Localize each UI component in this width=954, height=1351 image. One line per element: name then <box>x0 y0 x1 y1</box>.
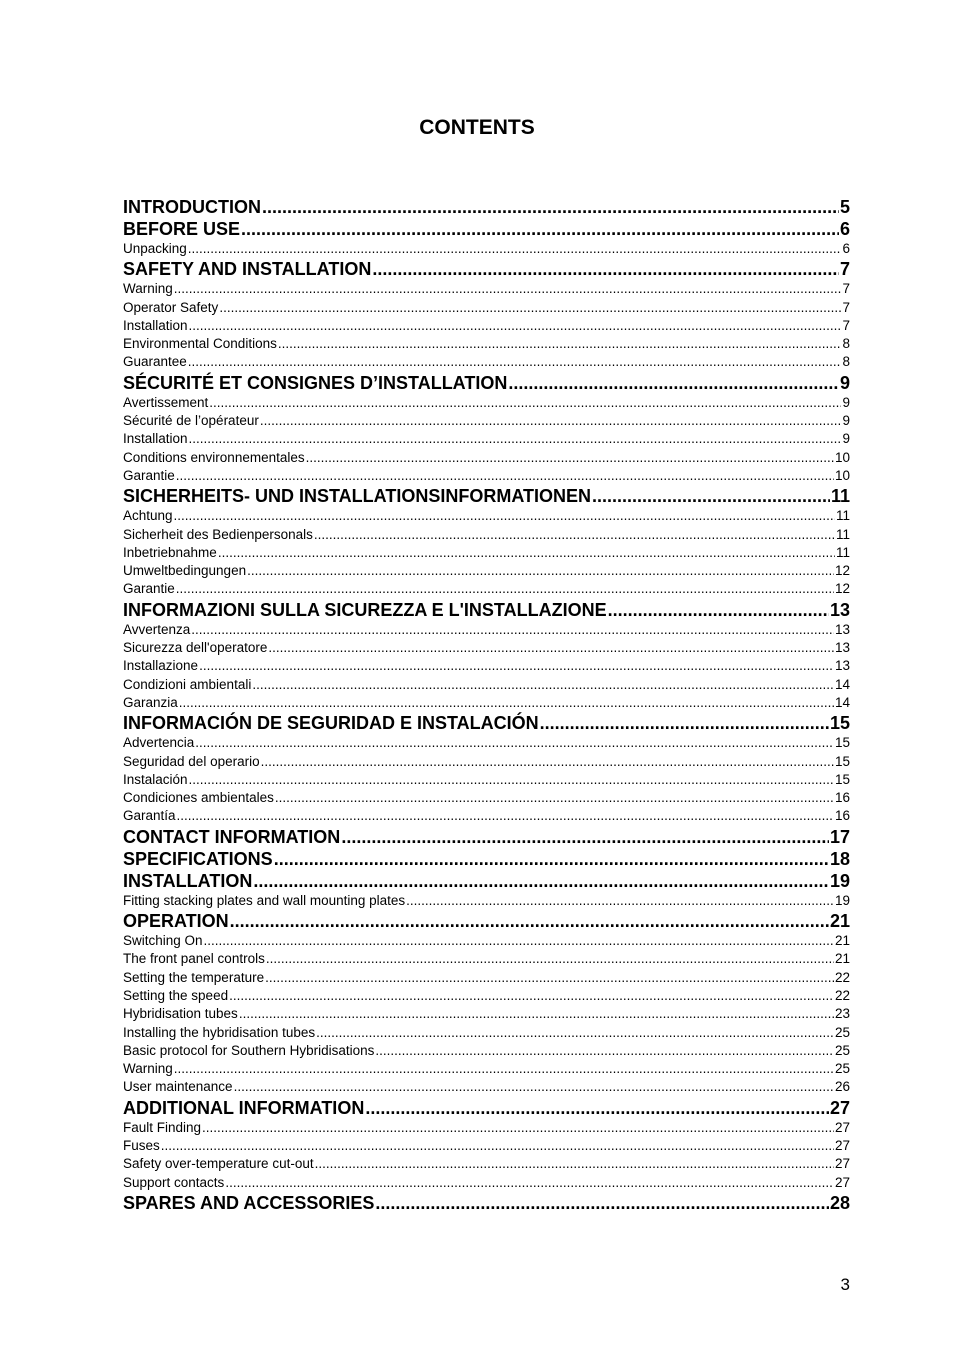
toc-leader-dots <box>406 892 834 910</box>
toc-section-entry[interactable] <box>123 599 850 621</box>
toc-entry-page: 13 <box>834 640 850 656</box>
toc-entry-title: BEFORE USE <box>123 219 241 239</box>
toc-entry-title: INSTALLATION <box>123 870 253 891</box>
toc-subsection-entry[interactable] <box>123 526 850 544</box>
toc-subsection-entry[interactable] <box>123 892 850 910</box>
toc-entry-page: 13 <box>829 599 850 620</box>
toc-entry-title: Sécurité de l’opérateur <box>123 413 259 429</box>
toc-entry-page: 9 <box>839 372 850 393</box>
toc-entry-title: Condizioni ambientali <box>123 676 252 692</box>
toc-entry-page: 8 <box>842 354 850 370</box>
toc-subsection-entry[interactable] <box>123 430 850 448</box>
toc-leader-dots <box>365 1097 829 1119</box>
toc-subsection-entry[interactable] <box>123 299 850 317</box>
toc-subsection-entry[interactable] <box>123 1024 850 1042</box>
toc-entry-page: 25 <box>834 1024 850 1040</box>
toc-subsection-entry[interactable] <box>123 335 850 353</box>
toc-leader-dots <box>191 621 834 639</box>
toc-section-entry[interactable] <box>123 826 850 848</box>
toc-subsection-entry[interactable] <box>123 353 850 371</box>
toc-entry-title: SÉCURITÉ ET CONSIGNES D’INSTALLATION <box>123 372 508 393</box>
toc-subsection-entry[interactable] <box>123 1005 850 1023</box>
toc-entry-title: Fitting stacking plates and wall mounting plates <box>123 892 406 908</box>
toc-entry-title: Garantie <box>123 467 175 483</box>
toc-entry-title: ADDITIONAL INFORMATION <box>123 1097 365 1118</box>
toc-entry-title: Warning <box>123 1061 173 1077</box>
toc-entry-title: CONTACT INFORMATION <box>123 826 341 847</box>
toc-entry-page: 11 <box>835 544 850 560</box>
toc-leader-dots <box>229 987 834 1005</box>
toc-leader-dots <box>275 789 834 807</box>
toc-entry-page: 12 <box>834 563 850 579</box>
toc-leader-dots <box>188 353 842 371</box>
toc-subsection-entry[interactable] <box>123 1042 850 1060</box>
toc-leader-dots <box>592 485 830 507</box>
toc-leader-dots <box>608 599 829 621</box>
toc-leader-dots <box>261 753 834 771</box>
toc-entry-page: 21 <box>834 951 850 967</box>
toc-entry-title: Installazione <box>123 658 199 674</box>
toc-entry-title: Installation <box>123 317 188 333</box>
toc-entry-page: 8 <box>842 336 850 352</box>
toc-entry-title: Operator Safety <box>123 299 219 315</box>
toc-section-entry[interactable] <box>123 258 850 280</box>
toc-leader-dots <box>260 412 842 430</box>
toc-entry-title: Switching On <box>123 933 203 949</box>
toc-entry-title: Hybridisation tubes <box>123 1006 238 1022</box>
toc-section-entry[interactable] <box>123 712 850 734</box>
toc-leader-dots <box>188 240 842 258</box>
toc-entry-page: 15 <box>834 753 850 769</box>
toc-entry-page: 15 <box>829 713 850 734</box>
toc-subsection-entry[interactable] <box>123 1060 850 1078</box>
toc-entry-title: Condiciones ambientales <box>123 790 274 806</box>
toc-section-entry[interactable] <box>123 218 850 240</box>
toc-leader-dots <box>218 544 835 562</box>
toc-entry-page: 14 <box>834 676 850 692</box>
toc-entry-title: Garantía <box>123 808 176 824</box>
toc-entry-page: 27 <box>834 1174 850 1190</box>
toc-entry-title: Garanzia <box>123 694 178 710</box>
toc-entry-title: INFORMAZIONI SULLA SICUREZZA E L'INSTALLAZIONE <box>123 599 607 620</box>
toc-entry-title: The front panel controls <box>123 951 265 967</box>
toc-entry-page: 11 <box>835 508 850 524</box>
toc-leader-dots <box>262 196 839 218</box>
toc-entry-title: Avvertenza <box>123 621 191 637</box>
toc-subsection-entry[interactable] <box>123 280 850 298</box>
toc-subsection-entry[interactable] <box>123 639 850 657</box>
toc-entry-page: 18 <box>829 848 850 869</box>
toc-subsection-entry[interactable] <box>123 1137 850 1155</box>
page-title: CONTENTS <box>419 116 535 139</box>
toc-entry-title: Installing the hybridisation tubes <box>123 1024 316 1040</box>
toc-subsection-entry[interactable] <box>123 580 850 598</box>
toc-entry-page: 14 <box>834 694 850 710</box>
toc-leader-dots <box>174 280 842 298</box>
toc-leader-dots <box>234 1078 834 1096</box>
toc-leader-dots <box>189 771 834 789</box>
toc-subsection-entry[interactable] <box>123 1155 850 1173</box>
toc-leader-dots <box>253 870 829 892</box>
toc-leader-dots <box>508 372 839 394</box>
toc-leader-dots <box>209 394 841 412</box>
toc-subsection-entry[interactable] <box>123 657 850 675</box>
toc-subsection-entry[interactable] <box>123 734 850 752</box>
toc-entry-title: INTRODUCTION <box>123 197 261 217</box>
toc-entry-title: Fault Finding <box>123 1119 202 1135</box>
toc-entry-page: 27 <box>829 1097 850 1118</box>
toc-entry-title: Warning <box>123 281 173 297</box>
toc-leader-dots <box>195 734 834 752</box>
toc-entry-page: 16 <box>834 808 850 824</box>
toc-leader-dots <box>372 258 839 280</box>
toc-entry-page: 27 <box>834 1156 850 1172</box>
toc-subsection-entry[interactable] <box>123 676 850 694</box>
toc-leader-dots <box>189 317 842 335</box>
toc-entry-page: 9 <box>842 431 850 447</box>
toc-subsection-entry[interactable] <box>123 621 850 639</box>
toc-entry-page: 23 <box>834 1006 850 1022</box>
toc-entry-title: Basic protocol for Southern Hybridisations <box>123 1042 375 1058</box>
toc-leader-dots <box>230 910 829 932</box>
toc-leader-dots <box>306 449 834 467</box>
toc-entry-title: Safety over-temperature cut-out <box>123 1156 314 1172</box>
toc-entry-page: 15 <box>834 771 850 787</box>
toc-subsection-entry[interactable] <box>123 412 850 430</box>
toc-subsection-entry[interactable] <box>123 771 850 789</box>
toc-leader-dots <box>174 507 835 525</box>
toc-entry-page: 7 <box>842 299 850 315</box>
toc-subsection-entry[interactable] <box>123 507 850 525</box>
toc-entry-page: 7 <box>842 317 850 333</box>
toc-section-entry[interactable] <box>123 870 850 892</box>
toc-entry-page: 9 <box>842 413 850 429</box>
toc-subsection-entry[interactable] <box>123 789 850 807</box>
toc-leader-dots <box>176 580 834 598</box>
toc-entry-page: 19 <box>834 892 850 908</box>
toc-entry-page: 9 <box>842 394 850 410</box>
toc-leader-dots <box>161 1137 834 1155</box>
toc-leader-dots <box>266 950 834 968</box>
toc-section-entry[interactable] <box>123 1097 850 1119</box>
toc-leader-dots <box>278 335 842 353</box>
toc-entry-page: 11 <box>830 486 850 507</box>
toc-leader-dots <box>189 430 842 448</box>
toc-entry-title: Instalación <box>123 771 188 787</box>
toc-entry-title: Guarantee <box>123 354 187 370</box>
toc-entry-title: SPECIFICATIONS <box>123 848 273 869</box>
toc-entry-title: SICHERHEITS- UND INSTALLATIONSINFORMATIONEN <box>123 486 591 507</box>
toc-entry-title: Advertencia <box>123 735 195 751</box>
toc-section-entry[interactable] <box>123 1192 850 1214</box>
toc-entry-page: 17 <box>829 826 850 847</box>
toc-subsection-entry[interactable] <box>123 932 850 950</box>
toc-leader-dots <box>177 807 834 825</box>
toc-leader-dots <box>315 1155 834 1173</box>
toc-entry-title: Support contacts <box>123 1174 225 1190</box>
toc-entry-page: 12 <box>834 581 850 597</box>
toc-entry-page: 26 <box>834 1079 850 1095</box>
toc-entry-page: 5 <box>839 197 850 217</box>
toc-entry-page: 7 <box>842 281 850 297</box>
toc-entry-page: 25 <box>834 1042 850 1058</box>
table-of-contents <box>123 196 850 1214</box>
toc-subsection-entry[interactable] <box>123 240 850 258</box>
toc-leader-dots <box>375 1192 829 1214</box>
toc-leader-dots <box>314 526 835 544</box>
toc-leader-dots <box>540 712 829 734</box>
toc-subsection-entry[interactable] <box>123 969 850 987</box>
toc-entry-page: 22 <box>834 969 850 985</box>
toc-entry-page: 10 <box>834 467 850 483</box>
toc-entry-title: Umweltbedingungen <box>123 563 247 579</box>
toc-subsection-entry[interactable] <box>123 544 850 562</box>
toc-entry-title: OPERATION <box>123 911 229 932</box>
toc-entry-title: Setting the speed <box>123 987 229 1003</box>
toc-entry-page: 21 <box>829 911 850 932</box>
toc-subsection-entry[interactable] <box>123 753 850 771</box>
toc-subsection-entry[interactable] <box>123 449 850 467</box>
toc-entry-page: 7 <box>839 259 850 280</box>
toc-leader-dots <box>375 1042 834 1060</box>
toc-leader-dots <box>219 299 841 317</box>
toc-entry-title: Inbetriebnahme <box>123 544 217 560</box>
toc-leader-dots <box>268 639 834 657</box>
toc-subsection-entry[interactable] <box>123 987 850 1005</box>
toc-leader-dots <box>179 694 834 712</box>
toc-entry-title: Environmental Conditions <box>123 336 277 352</box>
toc-entry-page: 13 <box>834 621 850 637</box>
toc-leader-dots <box>225 1174 834 1192</box>
toc-entry-title: Avertissement <box>123 394 209 410</box>
toc-leader-dots <box>239 1005 834 1023</box>
toc-leader-dots <box>241 218 839 240</box>
toc-subsection-entry[interactable] <box>123 807 850 825</box>
toc-leader-dots <box>176 467 834 485</box>
toc-leader-dots <box>316 1024 834 1042</box>
toc-leader-dots <box>202 1119 834 1137</box>
toc-entry-title: SPARES AND ACCESSORIES <box>123 1192 375 1213</box>
toc-leader-dots <box>247 562 834 580</box>
toc-subsection-entry[interactable] <box>123 694 850 712</box>
toc-section-entry[interactable] <box>123 848 850 870</box>
toc-entry-page: 27 <box>834 1119 850 1135</box>
toc-entry-page: 6 <box>842 241 850 256</box>
page-number: 3 <box>840 1275 850 1294</box>
toc-entry-page: 16 <box>834 790 850 806</box>
toc-entry-title: User maintenance <box>123 1079 233 1095</box>
toc-section-entry[interactable] <box>123 485 850 507</box>
toc-entry-page: 11 <box>835 526 850 542</box>
toc-entry-title: Installation <box>123 431 188 447</box>
toc-section-entry[interactable] <box>123 910 850 932</box>
toc-subsection-entry[interactable] <box>123 1078 850 1096</box>
toc-section-entry[interactable] <box>123 372 850 394</box>
toc-entry-page: 10 <box>834 449 850 465</box>
toc-leader-dots <box>199 657 834 675</box>
toc-entry-title: Fuses <box>123 1137 160 1153</box>
toc-subsection-entry[interactable] <box>123 1119 850 1137</box>
toc-entry-title: Garantie <box>123 581 175 597</box>
toc-entry-page: 22 <box>834 987 850 1003</box>
toc-entry-title: Conditions environnementales <box>123 449 305 465</box>
toc-entry-page: 28 <box>829 1192 850 1213</box>
toc-subsection-entry[interactable] <box>123 467 850 485</box>
toc-subsection-entry[interactable] <box>123 950 850 968</box>
toc-entry-page: 6 <box>839 219 850 239</box>
toc-leader-dots <box>274 848 829 870</box>
toc-leader-dots <box>265 969 834 987</box>
toc-entry-title: Setting the temperature <box>123 969 265 985</box>
toc-entry-page: 27 <box>834 1137 850 1153</box>
toc-subsection-entry[interactable] <box>123 317 850 335</box>
toc-entry-title: INFORMACIÓN DE SEGURIDAD E INSTALACIÓN <box>123 713 539 734</box>
toc-leader-dots <box>174 1060 834 1078</box>
toc-entry-title: Achtung <box>123 508 173 524</box>
toc-entry-title: Unpacking <box>123 241 187 256</box>
toc-leader-dots <box>341 826 829 848</box>
toc-entry-title: Sicurezza dell'operatore <box>123 640 268 656</box>
toc-subsection-entry[interactable] <box>123 562 850 580</box>
toc-entry-title: Seguridad del operario <box>123 753 260 769</box>
toc-entry-page: 21 <box>834 933 850 949</box>
toc-entry-page: 15 <box>834 735 850 751</box>
toc-entry-page: 25 <box>834 1061 850 1077</box>
toc-entry-page: 13 <box>834 658 850 674</box>
toc-subsection-entry[interactable] <box>123 1174 850 1192</box>
toc-leader-dots <box>252 676 834 694</box>
toc-leader-dots <box>204 932 834 950</box>
toc-entry-title: SAFETY AND INSTALLATION <box>123 259 372 280</box>
toc-section-entry[interactable] <box>123 196 850 218</box>
toc-entry-title: Sicherheit des Bedienpersonals <box>123 526 313 542</box>
toc-subsection-entry[interactable] <box>123 394 850 412</box>
toc-entry-page: 19 <box>829 870 850 891</box>
